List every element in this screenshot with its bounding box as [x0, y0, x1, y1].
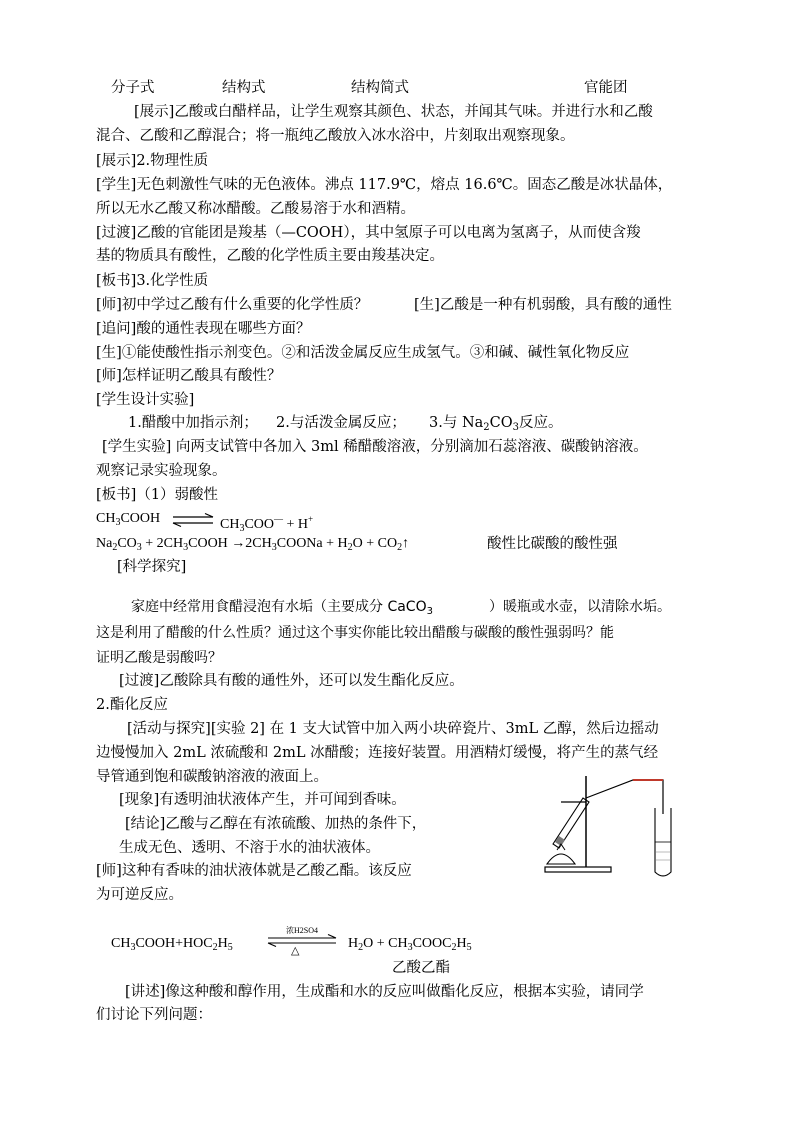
ester-condition-top: 浓H2SO4	[285, 926, 318, 935]
paragraph-line: [活动与探究][实验 2] 在 1 支大试管中加入两小块碎瓷片、3mL 乙醇，然后边摇动	[127, 721, 659, 737]
header-functional-group: 官能团	[584, 80, 628, 96]
paragraph-line: [过渡]乙酸除具有酸的通性外，还可以发生酯化反应。	[119, 673, 464, 689]
paragraph-line: 们讨论下列问题：	[96, 1007, 212, 1023]
header-molecular-formula: 分子式	[111, 80, 155, 96]
paragraph-line: 基的物质具有酸性，乙酸的化学性质主要由羧基决定。	[96, 248, 444, 264]
paragraph-line: 所以无水乙酸又称冰醋酸。乙酸易溶于水和酒精。	[96, 201, 415, 217]
paragraph-line: [现象]有透明油状液体产生，并可闻到香味。	[119, 792, 406, 808]
paragraph-line: [学生设计实验]	[96, 392, 195, 408]
paragraph-line: [讲述]像这种酸和醇作用，生成酯和水的反应叫做酯化反应，根据本实验，请同学	[125, 984, 644, 1000]
paragraph-line: 观察记录实验现象。	[96, 463, 227, 479]
paragraph-line: 3.与 $Na_2CO_3$反应。	[429, 415, 563, 433]
paragraph-line: [学生]无色刺激性气味的无色液体。沸点 117.9℃，熔点 16.6℃。固态乙酸是冰状晶体，	[96, 177, 673, 193]
header-simplified-structure: 结构简式	[351, 80, 409, 96]
paragraph-line: [展示]2.物理性质	[96, 153, 209, 169]
paragraph-line: [学生实验] 向两支试管中各加入 3ml 稀醋酸溶液，分别滴加石蕊溶液、碳酸钠溶液。	[102, 439, 648, 455]
ionization-products: $CH_3COO^— + H^+$	[220, 514, 314, 534]
equilibrium-arrow-icon	[171, 513, 215, 527]
paragraph-line: [追问]酸的通性表现在哪些方面？	[96, 321, 311, 337]
paragraph-line: [生]①能使酸性指示剂变色。②和活泼金属反应生成氢气。③和碱、碱性氧化物反应	[96, 345, 630, 361]
paragraph-line: 生成无色、透明、不溶于水的油状液体。	[119, 840, 380, 856]
paragraph-line: 家庭中经常用食醋浸泡有水垢（主要成分 CaCO$_3$	[131, 599, 433, 617]
paragraph-line: [板书]3.化学性质	[96, 273, 209, 289]
paragraph-line: [展示]乙酸或白醋样品，让学生观察其颜色、状态，并闻其气味。并进行水和乙酸	[134, 104, 653, 120]
paragraph-line: [板书]（1）弱酸性	[96, 487, 219, 503]
paragraph-line: [结论]乙酸与乙醇在有浓硫酸、加热的条件下，	[125, 816, 427, 832]
paragraph-line: [师]这种有香味的油状液体就是乙酸乙酯。该反应	[96, 863, 412, 879]
paragraph-line: 为可逆反应。	[96, 887, 183, 903]
paragraph-line: 边慢慢加入 2mL 浓硫酸和 2mL 冰醋酸；连接好装置。用酒精灯缓慢，将产生的蒸气经	[96, 745, 659, 761]
ionization-equation: $CH_3COOH$	[96, 511, 161, 528]
paragraph-line: 2.酯化反应	[96, 697, 168, 713]
carbonate-reaction-equation: $Na_2CO_3$ + $2CH_3COOH$ $\to 2CH_3COONa + H_2O$ + $CO_2↑$	[96, 536, 410, 553]
paragraph-line: 2.与活泼金属反应；	[276, 415, 406, 431]
ester-product-name: 乙酸乙酯	[392, 960, 450, 976]
header-structural-formula: 结构式	[222, 80, 266, 96]
distillation-apparatus-illustration	[543, 772, 693, 882]
paragraph-line: 证明乙酸是弱酸吗？	[96, 650, 222, 666]
paragraph-line: [师]初中学过乙酸有什么重要的化学性质？	[96, 297, 369, 313]
paragraph-line: 1.醋酸中加指示剂；	[128, 415, 258, 431]
paragraph-line: [过渡]乙酸的官能团是羧基（—COOH），其中氢原子可以电离为氢离子，从而使含羧	[96, 225, 641, 241]
acidity-note: 酸性比碳酸的酸性强	[487, 536, 618, 552]
ester-condition-bottom: △	[291, 945, 300, 957]
paragraph-line: ）暖瓶或水壶，以清除水垢。	[489, 599, 671, 615]
paragraph-line: 这是利用了醋酸的什么性质？通过这个事实你能比较出醋酸与碳酸的酸性强弱吗？能	[96, 625, 614, 641]
paragraph-line: [师]怎样证明乙酸具有酸性？	[96, 368, 282, 384]
paragraph-line: 混合、乙酸和乙醇混合；将一瓶纯乙酸放入冰水浴中，片刻取出观察现象。	[96, 128, 575, 144]
ester-reactants: $CH_3COOH+HOC_2H_5$	[111, 936, 233, 953]
paragraph-line: [科学探究]	[117, 559, 187, 575]
paragraph-line: [生]乙酸是一种有机弱酸，具有酸的通性	[414, 297, 672, 313]
ester-products: $H_2O$ + $CH_3COOC_2H_5$	[348, 936, 472, 953]
paragraph-line: 导管通到饱和碳酸钠溶液的液面上。	[96, 769, 328, 785]
